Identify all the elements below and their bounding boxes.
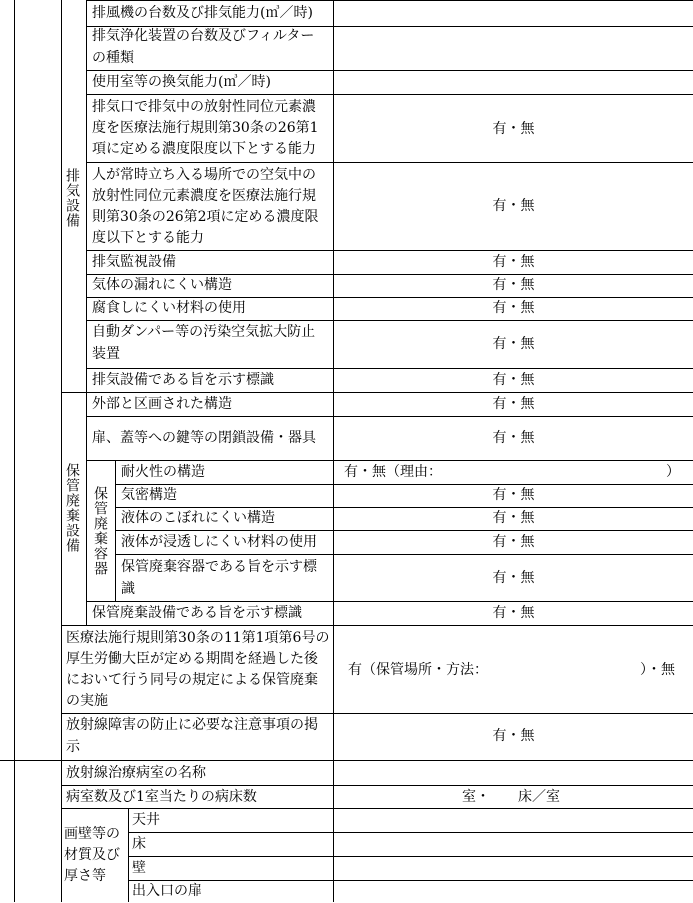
rule xyxy=(0,760,693,761)
airtight-value[interactable]: 有・無 xyxy=(492,487,535,503)
ceiling-label: 天井 xyxy=(132,812,160,828)
floor-label: 床 xyxy=(132,836,146,852)
partition-label: 外部と区画された構造 xyxy=(92,396,232,412)
rule xyxy=(86,0,87,625)
rule xyxy=(61,0,62,902)
rule xyxy=(86,0,693,1)
leakproof-label: 気体の漏れにくい構造 xyxy=(92,277,232,293)
spill-label: 液体のこぼれにくい構造 xyxy=(121,510,275,526)
storage-sign-label: 保管廃棄設備である旨を示す標識 xyxy=(92,605,302,621)
rule xyxy=(128,856,693,857)
fan-count-label: 排風機の台数及び排気能力(㎥／時) xyxy=(92,5,313,21)
spill-value[interactable]: 有・無 xyxy=(492,510,535,526)
fireproof-close: ） xyxy=(666,464,680,480)
leakproof-value[interactable]: 有・無 xyxy=(492,277,535,293)
exhaust-sign-label: 排気設備である旨を示す標識 xyxy=(92,372,274,388)
air-value[interactable]: 有・無 xyxy=(492,198,535,214)
storage-category-label: 保管廃棄設備 xyxy=(64,463,80,553)
rule-label-line2: 厚生労働大臣が定める期間を経過した後 xyxy=(66,651,318,667)
rule xyxy=(128,832,693,833)
rule xyxy=(61,625,693,626)
rule xyxy=(14,760,15,902)
materials-label-line2: 材質及び xyxy=(64,847,120,863)
rule xyxy=(128,880,693,881)
rule-label-line3: において行う同号の規定による保管廃棄 xyxy=(66,672,318,688)
rule-value-close: ）・無 xyxy=(640,662,675,678)
damper-label-line1: 自動ダンパー等の汚染空気拡大防止 xyxy=(92,324,316,340)
rule xyxy=(86,94,693,95)
ward-beds-value[interactable]: 室・ 床／室 xyxy=(462,789,560,805)
corrosion-value[interactable]: 有・無 xyxy=(492,300,535,316)
air-label-line2: 放射性同位元素濃度を医療法施行規 xyxy=(92,188,316,204)
container-category-label: 保管廃棄容器 xyxy=(92,486,108,576)
purifier-label-line1: 排気浄化装置の台数及びフィルター xyxy=(92,28,315,44)
container-sign-label-line2: 識 xyxy=(121,581,135,597)
corrosion-label: 腐食しにくい材料の使用 xyxy=(92,300,246,316)
outlet-label-line1: 排気口で排気中の放射性同位元素濃 xyxy=(92,99,316,115)
notice-label-line2: 示 xyxy=(66,739,80,755)
rule xyxy=(86,416,693,417)
ventilation-label: 使用室等の換気能力(㎥／時) xyxy=(92,74,271,90)
ward-name-label: 放射線治療病室の名称 xyxy=(66,765,206,781)
air-label-line4: 度以下とする能力 xyxy=(92,230,204,246)
partition-value[interactable]: 有・無 xyxy=(492,396,535,412)
damper-label-line2: 装置 xyxy=(92,346,120,362)
lock-value[interactable]: 有・無 xyxy=(492,430,535,446)
fireproof-value[interactable]: 有・無（理由： xyxy=(344,464,442,480)
lock-label: 扉、蓋等への鍵等の閉鎖設備・器具 xyxy=(92,430,316,446)
rule xyxy=(14,0,15,760)
rule xyxy=(86,162,693,163)
monitor-value[interactable]: 有・無 xyxy=(492,254,535,270)
airtight-label: 気密構造 xyxy=(121,487,177,503)
damper-value[interactable]: 有・無 xyxy=(492,336,535,352)
monitor-label: 排気監視設備 xyxy=(92,254,176,270)
outlet-value[interactable]: 有・無 xyxy=(492,121,535,137)
materials-label-line3: 厚さ等 xyxy=(64,868,106,884)
rule-label-line4: の実施 xyxy=(66,693,108,709)
air-label-line3: 則第30条の26第2項に定める濃度限 xyxy=(92,209,319,225)
rule xyxy=(128,808,129,902)
ward-beds-label: 病室数及び1室当たりの病床数 xyxy=(66,789,257,805)
exhaust-category-label: 排気設備 xyxy=(64,168,80,228)
door-label: 出入口の扉 xyxy=(132,883,202,899)
seep-label: 液体が浸透しにくい材料の使用 xyxy=(121,534,317,550)
rule-label-line1: 医療法施行規則第30条の11第1項第6号の xyxy=(66,630,330,646)
rule-value[interactable]: 有（保管場所・方法： xyxy=(348,662,488,678)
outlet-label-line3: 項に定める濃度限度以下とする能力 xyxy=(92,141,316,157)
seep-value[interactable]: 有・無 xyxy=(492,534,535,550)
exhaust-sign-value[interactable]: 有・無 xyxy=(492,372,535,388)
storage-sign-value[interactable]: 有・無 xyxy=(492,605,535,621)
air-label-line1: 人が常時立ち入る場所での空気中の xyxy=(92,167,316,183)
rule xyxy=(115,554,693,555)
notice-value[interactable]: 有・無 xyxy=(492,728,535,744)
container-sign-label-line1: 保管廃棄容器である旨を示す標 xyxy=(121,559,317,575)
notice-label-line1: 放射線障害の防止に必要な注意事項の掲 xyxy=(66,717,318,733)
rule xyxy=(115,460,116,601)
outlet-label-line2: 度を医療法施行規則第30条の26第1 xyxy=(92,120,319,136)
wall-label: 壁 xyxy=(132,860,146,876)
fireproof-label: 耐火性の構造 xyxy=(121,464,205,480)
container-sign-value[interactable]: 有・無 xyxy=(492,570,535,586)
purifier-label-line2: の種類 xyxy=(92,50,134,66)
materials-label-line1: 画壁等の xyxy=(64,826,120,842)
